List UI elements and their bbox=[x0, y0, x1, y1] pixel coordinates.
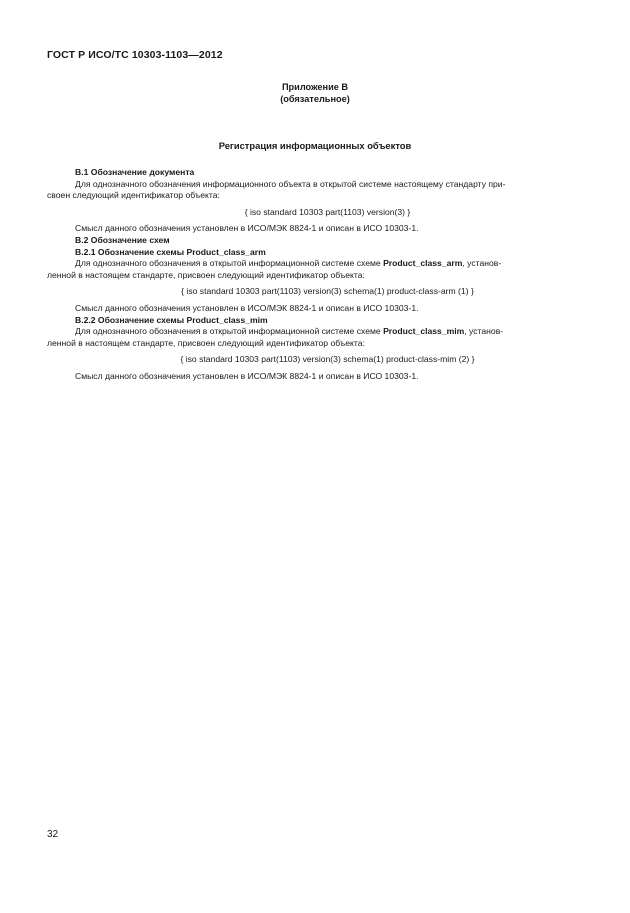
section-b21-schema-name: Product_class_arm bbox=[383, 258, 463, 269]
section-b22-para-line1 bbox=[75, 326, 580, 338]
section-b1-heading: В.1 Обозначение документа bbox=[75, 167, 195, 177]
section-b22-para-line2: ленной в настоящем стандарте, присвоен следующий идентификатор объекта: bbox=[47, 337, 365, 348]
section-b1-para-line1-text: Для однозначного обозначения информационного объекта в открытой системе настоящему стандарту при- bbox=[75, 178, 506, 189]
document-title: Регистрация информационных объектов bbox=[218, 140, 412, 151]
section-b22-para-suffix: , установ- bbox=[464, 326, 504, 337]
page-number: 32 bbox=[47, 829, 59, 840]
section-b21-meaning: Смысл данного обозначения установлен в ИСО/МЭК 8824-1 и описан в ИСО 10303-1. bbox=[75, 302, 419, 313]
section-b21-para-line1 bbox=[75, 258, 580, 270]
section-b22-heading: В.2.2 Обозначение схемы Product_class_mim bbox=[75, 314, 268, 325]
section-b21-para-suffix: , установ- bbox=[462, 258, 502, 269]
section-b21-formula: { iso standard 10303 part(1103) version(3) schema(1) product-class-arm (1) } bbox=[181, 286, 474, 297]
section-b1-para-line2: своен следующий идентификатор объекта: bbox=[47, 190, 220, 201]
document-body bbox=[47, 167, 580, 383]
section-b21-heading: В.2.1 Обозначение схемы Product_class_arm bbox=[75, 246, 266, 257]
section-b22-paragraph bbox=[47, 326, 580, 349]
section-b21-para-prefix: Для однозначного обозначения в открытой информационной системе схеме bbox=[75, 258, 384, 269]
section-b21-para-line2: ленной в настоящем стандарте, присвоен следующий идентификатор объекта: bbox=[47, 269, 365, 280]
section-b1-meaning: Смысл данного обозначения установлен в ИСО/МЭК 8824-1 и описан в ИСО 10303-1. bbox=[75, 223, 419, 234]
section-b22-meaning: Смысл данного обозначения установлен в ИСО/МЭК 8824-1 и описан в ИСО 10303-1. bbox=[75, 370, 419, 381]
section-b2-heading: В.2 Обозначение схем bbox=[75, 234, 170, 245]
section-b22-schema-name: Product_class_mim bbox=[383, 326, 465, 337]
standard-header: ГОСТ Р ИСО/ТС 10303-1103—2012 bbox=[47, 49, 223, 61]
appendix-status: (обязательное) bbox=[280, 93, 350, 104]
appendix-block bbox=[0, 82, 630, 105]
section-b1-paragraph bbox=[47, 178, 580, 202]
section-b22-formula: { iso standard 10303 part(1103) version(3) schema(1) product-class-mim (2) } bbox=[180, 354, 475, 365]
section-b1-formula: { iso standard 10303 part(1103) version(3) } bbox=[244, 206, 411, 217]
section-b1-para-line1 bbox=[75, 179, 580, 191]
section-b22-para-prefix: Для однозначного обозначения в открытой информационной системе схеме bbox=[75, 326, 384, 337]
appendix-title: Приложение В bbox=[281, 82, 349, 92]
section-b21-paragraph bbox=[47, 258, 580, 281]
